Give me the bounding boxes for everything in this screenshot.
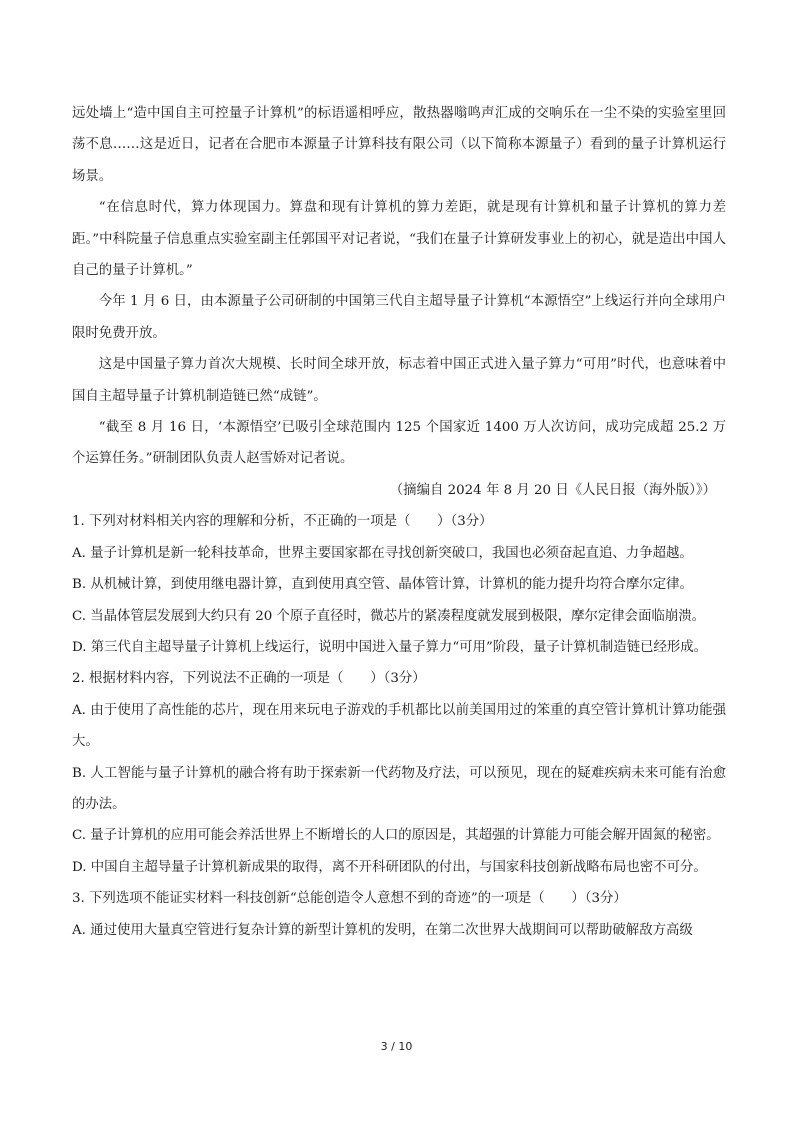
article-paragraph-5: “截至 8 月 16 日，‘本源悟空’已吸引全球范围内 125 个国家近 1400 万人次访问，成功完成超 25.2 万个运算任务。”研制团队负责人赵雪娇对记者说。: [72, 420, 726, 467]
question-1-option-a: A. 量子计算机是新一轮科技革命，世界主要国家都在寻找创新突破口，我国也必须奋起直追、力争超越。: [72, 545, 693, 561]
question-1-option-b: B. 从机械计算，到使用继电器计算，直到使用真空管、晶体管计算，计算机的能力提升均符合摩尔定律。: [72, 577, 693, 593]
article-paragraph-4: 这是中国量子算力首次大规模、长时间全球开放，标志着中国正式进入量子算力“可用”时代，也意味着中国自主超导量子计算机制造链已然“成链”。: [72, 357, 726, 404]
article-paragraph-1: 远处墙上“造中国自主可控量子计算机”的标语遥相呼应，散热器嗡鸣声汇成的交响乐在一尘不染的实验室里回荡不息……这是近日，记者在合肥市本源量子计算科技有限公司（以下简称本源量子）看到的量子计算机运行场景。: [72, 106, 726, 184]
question-2-option-a: A. 由于使用了高性能的芯片，现在用来玩电子游戏的手机都比以前美国用过的笨重的真空管计算机计算功能强大。: [72, 702, 726, 750]
question-2-option-c: C. 量子计算机的应用可能会养活世界上不断增长的人口的原因是，其超强的计算能力可能会解开固氮的秘密。: [72, 828, 720, 844]
question-2-option-b: B. 人工智能与量子计算机的融合将有助于探索新一代药物及疗法，可以预见，现在的疑难疾病未来可能有治愈的办法。: [72, 765, 726, 812]
document-body: [72, 98, 726, 946]
question-1-option-d: D. 第三代自主超导量子计算机上线运行，说明中国进入量子算力“可用”阶段，量子计算机制造链已经形成。: [72, 639, 708, 655]
page-number: 3 / 10: [380, 1040, 413, 1053]
article-source: （摘编自 2024 年 8 月 20 日《人民日报（海外版）》）: [389, 482, 716, 498]
question-2-option-d: D. 中国自主超导量子计算机新成果的取得，离不开科研团队的付出，与国家科技创新战略布局也密不可分。: [72, 859, 707, 875]
question-2-stem: 2. 根据材料内容，下列说法不正确的一项是（ ）（3分）: [72, 671, 426, 687]
question-3-option-a: A. 通过使用大量真空管进行复杂计算的新型计算机的发明，在第二次世界大战期间可以帮助破解敌方高级: [72, 922, 693, 938]
article-paragraph-3: 今年 1 月 6 日，由本源量子公司研制的中国第三代自主超导量子计算机“本源悟空”上线运行并向全球用户限时免费开放。: [72, 294, 726, 341]
question-1-stem: 1. 下列对材料相关内容的理解和分析，不正确的一项是（ ）（3分）: [72, 514, 493, 530]
question-3-stem: 3. 下列选项不能证实材料一科技创新“总能创造令人意想不到的奇迹”的一项是（ ）（3分）: [72, 891, 627, 907]
article-paragraph-2: “在信息时代，算力体现国力。算盘和现有计算机的算力差距，就是现有计算机和量子计算机的算力差距。”中科院量子信息重点实验室副主任郭国平对记者说，“我们在量子计算研发事业上的初心，就是造出中国人自己的量子计算机。”: [72, 200, 726, 279]
question-1-option-c: C. 当晶体管层发展到大约只有 20 个原子直径时，微芯片的紧凑程度就发展到极限，摩尔定律会面临崩溃。: [72, 608, 706, 624]
